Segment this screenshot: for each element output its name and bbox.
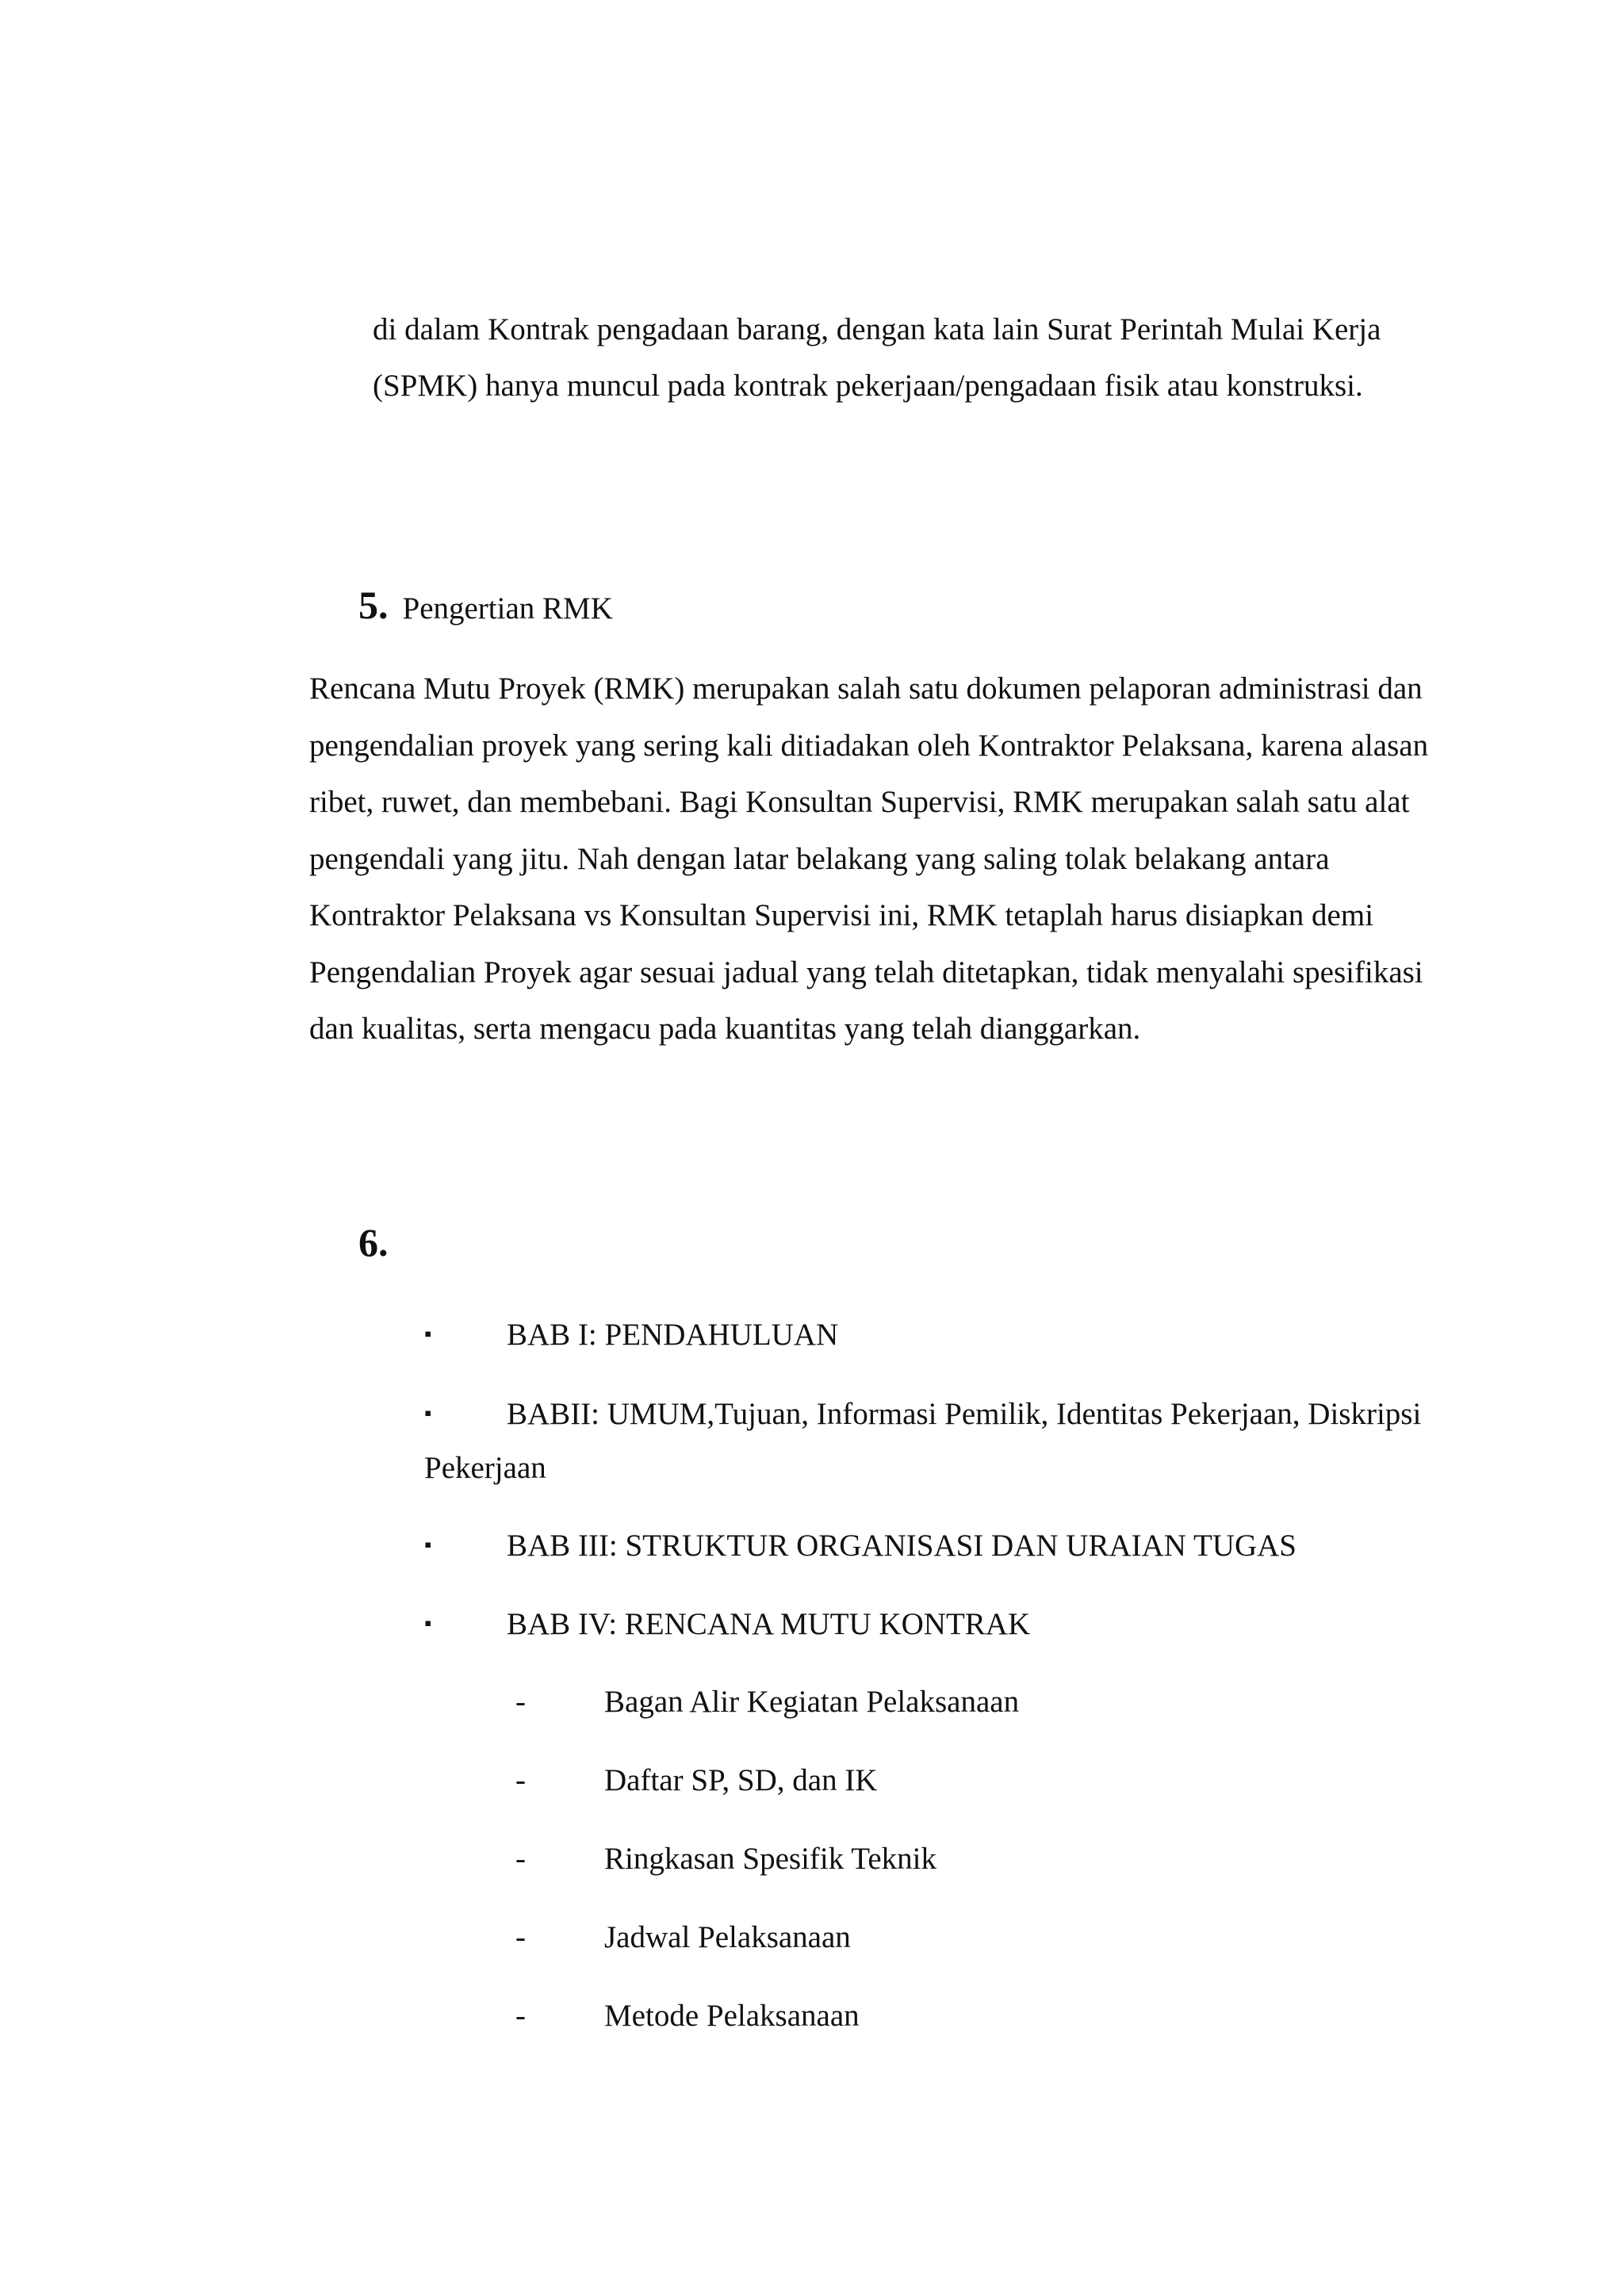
sub-item-text: Metode Pelaksanaan [604,1999,860,2033]
bullet-square-icon: ▪ [424,1322,432,1345]
dash-bullet: - [515,1763,526,1797]
intro-paragraph: di dalam Kontrak pengadaan barang, dengan kata lain Surat Perintah Mulai Kerja (SPMK) hanya muncul pada kontrak pekerjaan/pengadaan fisik atau konstruksi. [373,312,1381,403]
list-item-bab-4 [424,1597,1439,1651]
sub-item-text: Ringkasan Spesifik Teknik [604,1842,937,1876]
section-5-title: Pengertian RMK [402,591,613,626]
section-6-heading [358,1219,389,1275]
list-item-bab-1 [424,1307,1439,1362]
bullet-square-icon: ▪ [424,1612,432,1635]
dash-bullet: - [515,1920,526,1954]
sub-item-text: Bagan Alir Kegiatan Pelaksanaan [604,1685,1020,1719]
list-item-text: BAB IV: RENCANA MUTU KONTRAK [507,1607,1031,1641]
sub-item-metode [515,1992,860,2040]
list-item-text: BAB I: PENDAHULUAN [507,1318,839,1352]
dash-bullet: - [515,1842,526,1876]
dash-bullet: - [515,1685,526,1719]
section-5-heading [358,582,613,637]
dash-bullet: - [515,1999,526,2033]
sub-item-ringkasan [515,1835,936,1883]
list-item-text: BAB III: STRUKTUR ORGANISASI DAN URAIAN TUGAS [507,1529,1297,1563]
sub-item-text: Daftar SP, SD, dan IK [604,1763,878,1797]
section-5-number: 5. [358,583,389,627]
list-item-bab-2 [424,1387,1439,1495]
sub-item-bagan-alir [515,1678,1019,1726]
list-item-text: BABII: UMUM,Tujuan, Informasi Pemilik, Identitas Pekerjaan, Diskripsi Pekerjaan [424,1397,1422,1485]
bullet-square-icon: ▪ [424,1533,432,1556]
bullet-square-icon: ▪ [424,1402,432,1425]
sub-item-text: Jadwal Pelaksanaan [604,1920,851,1954]
list-item-bab-3 [424,1518,1439,1573]
section-6-number: 6. [358,1220,389,1265]
sub-item-daftar [515,1757,877,1804]
sub-item-jadwal [515,1914,851,1961]
section-5-body: Rencana Mutu Proyek (RMK) merupakan salah satu dokumen pelaporan administrasi dan pengendalian proyek yang sering kali ditiadakan oleh Kontraktor Pelaksana, karena alasan ribet, ruwet, dan membebani. Bagi Konsultan Supervisi, RMK merupakan salah satu alat pengendali yang jitu. Nah dengan latar belakang yang saling tolak belakang antara Kontraktor Pelaksana vs Konsultan Supervisi ini, RMK tetaplah harus disiapkan demi Pengendalian Proyek agar sesuai jadual yang telah ditetapkan, tidak menyalahi spesifikasi dan kualitas, serta mengacu pada kuantitas yang telah dianggarkan. [309,672,1429,1046]
